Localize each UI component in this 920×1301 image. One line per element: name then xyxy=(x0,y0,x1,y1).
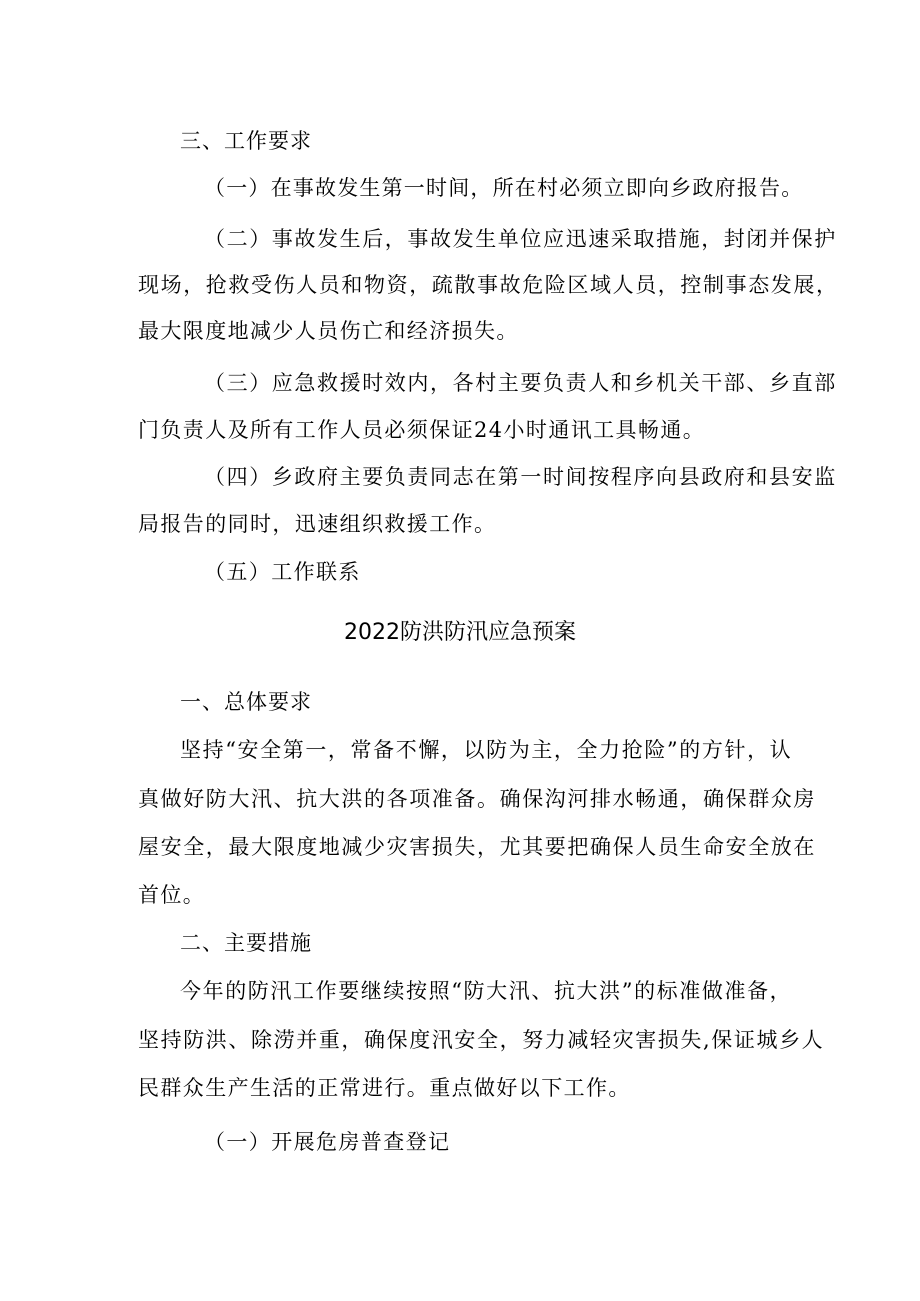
section3-item4-line2: 局报告的同时，迅速组织救援工作。 xyxy=(138,512,497,536)
section2-line3: 民群众生产生活的正常进行。重点做好以下工作。 xyxy=(138,1076,631,1100)
section3-item3-line2: 门负责人及所有工作人员必须保证24小时通讯工具畅通。 xyxy=(138,418,706,442)
section3-item2-line2: 现场，抢救受伤人员和物资，疏散事故危险区域人员，控制事态发展， xyxy=(138,273,839,297)
section2-heading: 二、主要措施 xyxy=(180,931,312,955)
section1-line1: 坚持“安全第一，常备不懈，以防为主，全力抢险”的方针，认 xyxy=(180,738,793,762)
section2-line2: 坚持防洪、除涝并重，确保度汛安全，努力减轻灾害损失,保证城乡人 xyxy=(138,1028,825,1052)
section1-line4: 首位。 xyxy=(138,883,206,907)
section1-heading: 一、总体要求 xyxy=(180,690,312,714)
section3-item2-line3: 最大限度地减少人员伤亡和经济损失。 xyxy=(138,319,519,343)
section2-sub1: （一）开展危房普查登记 xyxy=(204,1130,451,1154)
section3-heading: 三、工作要求 xyxy=(180,129,312,153)
section1-line3: 屋安全，最大限度地减少灾害损失，尤其要把确保人员生命安全放在 xyxy=(138,835,816,859)
section3-item4-line1: （四）乡政府主要负责同志在第一时间按程序向县政府和县安监 xyxy=(204,465,837,489)
section3-item3-line1: （三）应急救援时效内，各村主要负责人和乡机关干部、乡直部 xyxy=(204,371,837,395)
section3-item2-line1: （二）事故发生后，事故发生单位应迅速采取措施，封闭并保护 xyxy=(204,227,837,251)
document-title: 2022防洪防汛应急预案 xyxy=(344,620,576,645)
section2-line1: 今年的防汛工作要继续按照“防大汛、抗大洪”的标准做准备， xyxy=(180,979,793,1003)
section3-item1-line1: （一）在事故发生第一时间，所在村必须立即向乡政府报告。 xyxy=(204,176,804,200)
section1-line2: 真做好防大汛、抗大洪的各项准备。确保沟河排水畅通，确保群众房 xyxy=(138,787,816,811)
section3-item5-line1: （五）工作联系 xyxy=(204,560,361,584)
